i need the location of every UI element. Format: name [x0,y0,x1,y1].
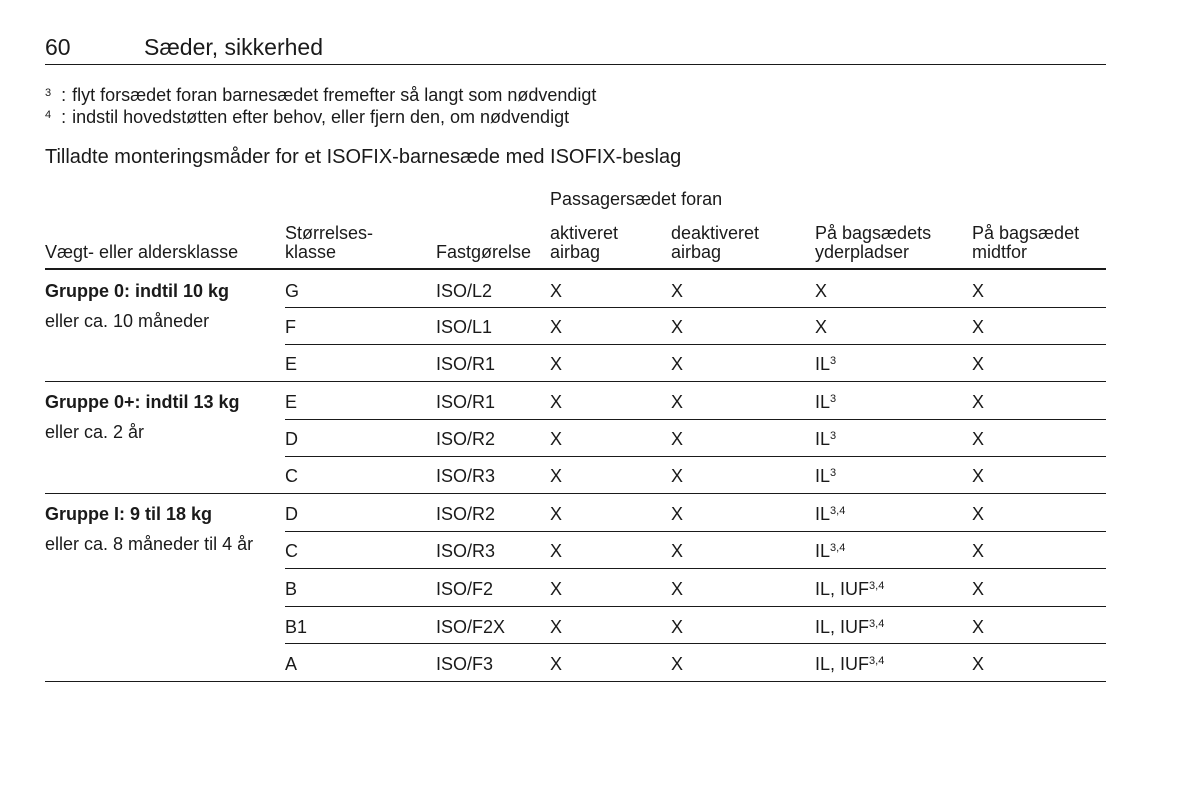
cell-active [550,317,562,337]
cell-size [285,654,297,674]
footnote-ref: 3 [830,430,837,442]
cell-text: C [285,541,298,561]
cell-deactive [671,654,683,674]
cell-active [550,504,562,524]
footnote-ref: 3,4 [869,655,885,667]
cell-size [285,504,298,524]
col-header-size-line1: Størrelses- [285,223,374,243]
cell-active [550,281,562,301]
cell-deactive [671,317,683,337]
group-divider [45,381,1106,382]
cell-text: X [972,541,985,561]
cell-text: X [550,654,563,674]
cell-text: X [671,317,684,337]
cell-deactive [671,617,683,637]
cell-text: X [671,541,684,561]
row-divider [285,643,1106,644]
cell-middle [972,429,984,449]
cell-text: X [972,617,985,637]
cell-outer [815,541,845,561]
cell-text: E [285,392,298,412]
cell-middle [972,617,984,637]
table-title: Tilladte monteringsmåder for et ISOFIX-barnesæde med ISOFIX-beslag [45,146,682,168]
cell-fixture [436,281,492,301]
cell-text: ISO/R1 [436,354,496,374]
cell-text: X [671,354,684,374]
cell-middle [972,392,984,412]
cell-text: G [285,281,300,301]
cell-text: X [671,429,684,449]
cell-active [550,466,562,486]
cell-text: X [550,392,563,412]
cell-outer [815,429,836,449]
col-header-outer-line1: På bagsædets [815,223,932,243]
cell-size [285,317,296,337]
group-label: Gruppe I: 9 til 18 kg [45,504,213,524]
group-0-label [45,281,229,331]
cell-active [550,654,562,674]
col-header-outer-line2: yderpladser [815,242,910,262]
cell-text: X [972,317,985,337]
col-header-deactive-line2: airbag [671,242,722,262]
cell-text: F [285,317,296,337]
group-label: Gruppe 0: indtil 10 kg [45,281,230,301]
cell-text: X [550,317,563,337]
cell-text: X [972,429,985,449]
cell-outer [815,466,836,486]
col-header-deactive-line1: deaktiveret [671,223,760,243]
cell-text: X [550,579,563,599]
footnote-ref: 3,4 [830,542,846,554]
cell-fixture [436,429,495,449]
footnote-ref: 3 [830,467,837,479]
cell-middle [972,281,984,301]
section-title: Sæder, sikkerhed [144,34,323,60]
cell-text: X [550,281,563,301]
cell-text: IL, IUF [815,579,870,599]
cell-text: ISO/L1 [436,317,493,337]
cell-size [285,466,298,486]
cell-fixture [436,317,492,337]
cell-deactive [671,466,683,486]
cell-size [285,617,307,637]
col-header-size-line2: klasse [285,242,337,262]
cell-size [285,541,298,561]
cell-fixture [436,354,495,374]
cell-outer [815,579,884,599]
footnote-text: indstil hovedstøtten efter behov, eller fjern den, om nødvendigt [72,107,570,127]
cell-text: X [815,317,828,337]
col-header-middle-seat [972,224,1079,262]
col-header-active-line1: aktiveret [550,223,619,243]
cell-text: X [671,504,684,524]
cell-active [550,617,562,637]
cell-text: ISO/R3 [436,541,496,561]
footnote-mark: 3 [45,87,52,99]
cell-text: ISO/R1 [436,392,496,412]
cell-text: B [285,579,298,599]
cell-text: ISO/R3 [436,466,496,486]
cell-deactive [671,579,683,599]
column-group-header: Passagersædet foran [550,189,723,209]
cell-text: X [550,466,563,486]
cell-text: X [550,541,563,561]
row-divider [285,307,1106,308]
group-1-label [45,504,253,554]
cell-text: X [671,392,684,412]
cell-text: X [972,354,985,374]
cell-outer [815,317,827,337]
cell-text: ISO/F2 [436,579,494,599]
cell-middle [972,354,984,374]
cell-text: X [550,429,563,449]
page-header [45,34,1106,65]
cell-deactive [671,281,683,301]
cell-fixture [436,541,495,561]
page-number: 60 [45,34,71,60]
cell-text: X [671,654,684,674]
cell-middle [972,504,984,524]
cell-size [285,392,297,412]
cell-outer [815,281,827,301]
footnote-ref: 3,4 [869,618,885,630]
group-divider [45,493,1106,494]
cell-text: IL [815,541,831,561]
col-header-middle-line1: På bagsædet [972,223,1080,243]
cell-text: ISO/F2X [436,617,506,637]
footnote-mark: 4 [45,109,52,121]
cell-active [550,429,562,449]
cell-text: E [285,354,298,374]
group-label: Gruppe 0+: indtil 13 kg [45,392,240,412]
cell-text: IL [815,429,831,449]
cell-middle [972,466,984,486]
cell-text: X [671,466,684,486]
cell-text: D [285,429,298,449]
cell-outer [815,354,836,374]
cell-outer [815,392,836,412]
footnote-4: $^4$ : indstil hovedstøtten efter behov, eller fjern den, om nødvendigt [45,107,570,127]
cell-text: A [285,654,298,674]
row-divider [285,419,1106,420]
cell-text: IL [815,392,831,412]
cell-active [550,392,562,412]
cell-deactive [671,392,683,412]
col-header-weight: Vægt- eller aldersklasse [45,242,239,262]
cell-outer [815,504,845,524]
row-divider [285,456,1106,457]
cell-text: X [671,617,684,637]
cell-text: C [285,466,298,486]
cell-text: X [972,579,985,599]
cell-text: ISO/L2 [436,281,493,301]
group-sublabel: eller ca. 10 måneder [45,311,210,331]
cell-text: X [972,504,985,524]
col-header-middle-line2: midtfor [972,242,1028,262]
cell-fixture [436,654,493,674]
cell-size [285,281,299,301]
cell-text: X [550,354,563,374]
group-0plus-label [45,392,240,442]
cell-text: X [815,281,828,301]
cell-deactive [671,504,683,524]
cell-text: X [671,579,684,599]
cell-active [550,541,562,561]
cell-text: X [550,617,563,637]
cell-active [550,354,562,374]
cell-size [285,354,297,374]
cell-size [285,429,298,449]
cell-text: ISO/R2 [436,504,496,524]
group-sublabel: eller ca. 8 måneder til 4 år [45,534,254,554]
cell-fixture [436,466,495,486]
cell-text: IL, IUF [815,654,870,674]
cell-text: X [671,281,684,301]
row-divider [285,568,1106,569]
col-header-deactive-airbag [671,224,759,262]
cell-text: IL [815,504,831,524]
cell-middle [972,541,984,561]
cell-text: ISO/F3 [436,654,494,674]
col-header-active-airbag [550,224,618,262]
col-header-fixture: Fastgørelse [436,242,532,262]
row-divider [285,344,1106,345]
footnote-ref: 3 [830,355,837,367]
cell-text: X [972,392,985,412]
cell-text: IL, IUF [815,617,870,637]
cell-text: X [972,654,985,674]
col-header-active-line2: airbag [550,242,601,262]
footnote-ref: 3,4 [830,505,846,517]
footnote-3: $^3$ : flyt forsædet foran barnesædet fremefter så langt som nødvendigt [45,85,597,105]
row-divider [285,531,1106,532]
cell-text: ISO/R2 [436,429,496,449]
footnote-text: flyt forsædet foran barnesædet fremefter så langt som nødvendigt [72,85,597,105]
cell-middle [972,317,984,337]
cell-fixture [436,504,495,524]
cell-outer [815,617,884,637]
cell-text: IL [815,466,831,486]
cell-middle [972,654,984,674]
row-divider [285,606,1106,607]
col-header-outer-seats [815,224,931,262]
cell-size [285,579,297,599]
group-sublabel: eller ca. 2 år [45,422,145,442]
cell-text: X [972,281,985,301]
cell-text: B1 [285,617,308,637]
cell-active [550,579,562,599]
col-header-size [285,224,373,262]
cell-text: X [972,466,985,486]
cell-outer [815,654,884,674]
cell-text: X [550,504,563,524]
cell-fixture [436,579,493,599]
cell-middle [972,579,984,599]
header-rule [45,268,1106,270]
cell-deactive [671,541,683,561]
footnote-ref: 3 [830,393,837,405]
cell-deactive [671,429,683,449]
cell-fixture [436,617,505,637]
cell-deactive [671,354,683,374]
footnote-ref: 3,4 [869,580,885,592]
cell-text: D [285,504,298,524]
cell-text: IL [815,354,831,374]
table-bottom-rule [45,681,1106,682]
cell-fixture [436,392,495,412]
